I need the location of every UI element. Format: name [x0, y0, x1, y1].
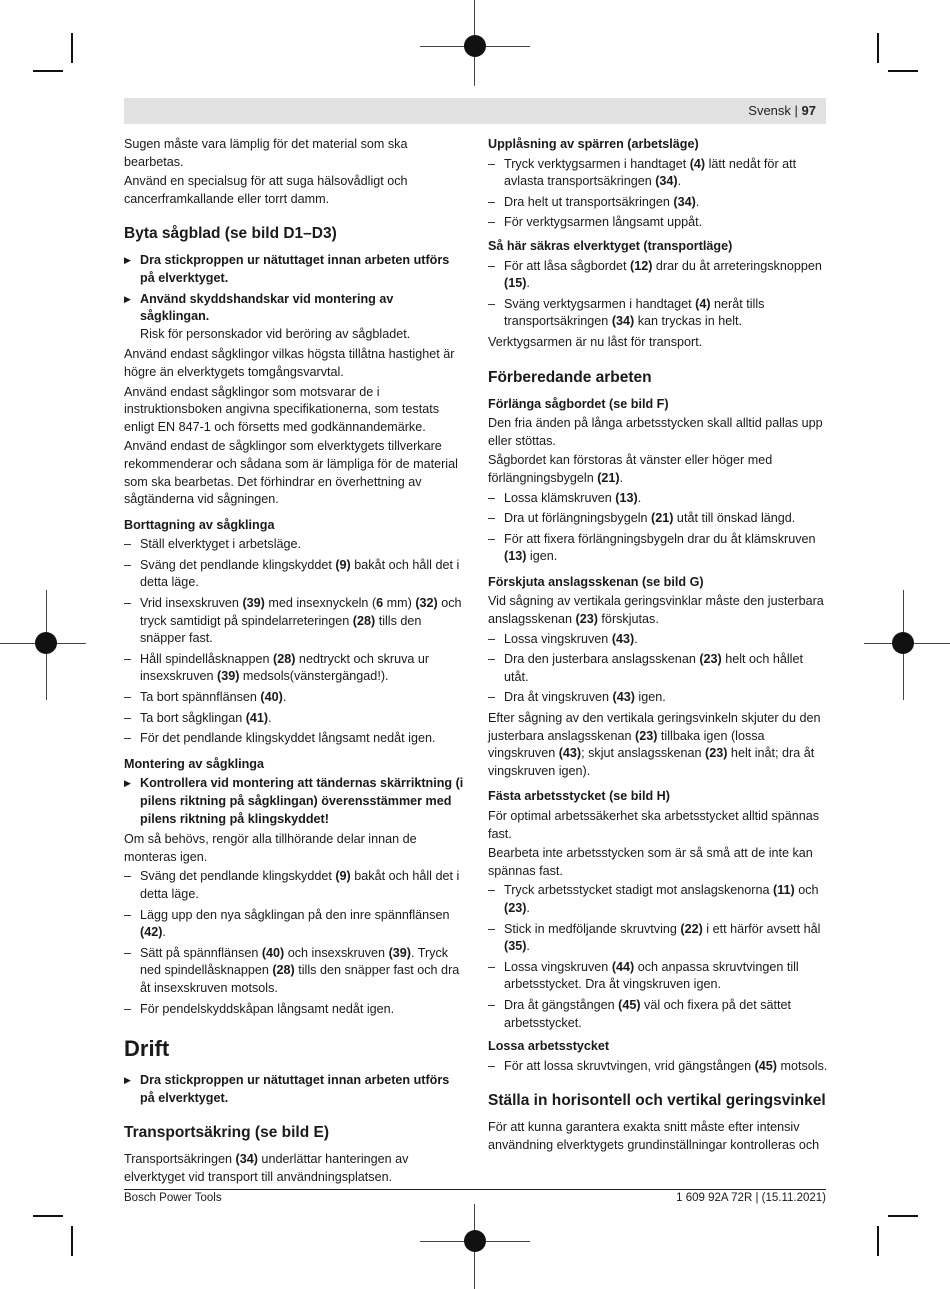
- warning-item: ▶ Dra stickproppen ur nätuttaget innan arbeten utförs på elverktyget.: [124, 1072, 464, 1107]
- list-item: – Dra ut förlängningsbygeln (21) utåt till önskad längd.: [488, 510, 828, 528]
- list-item: – Ta bort sågklingan (41).: [124, 710, 464, 728]
- paragraph: Vid sågning av vertikala geringsvinklar måste den justerbara anslagsskenan (23) förskjutas.: [488, 594, 824, 627]
- list-item: – Lossa vingskruven (43).: [488, 631, 828, 649]
- page-header: [124, 98, 826, 124]
- section-heading-forberedande: Förberedande arbeten: [488, 368, 652, 386]
- page-number: 97: [801, 103, 816, 118]
- footer-doc-number: 1 609 92A 72R | (15.11.2021): [676, 1192, 826, 1204]
- section-heading-drift: Drift: [124, 1036, 170, 1062]
- subheading-borttagning: Borttagning av sågklinga: [124, 517, 275, 532]
- list-item: – Sätt på spännflänsen (40) och insexskruven (39). Tryck ned spindellåsknappen (28) tills den snäpper fast och dra åt insexskruven motsols.: [124, 945, 464, 998]
- list-item: – Vrid insexskruven (39) med insexnyckeln (6 mm) (32) och tryck samtidigt på spindelarreteringen (28) tills den snäpper fast.: [124, 595, 464, 648]
- crop-mark-bl-v: [71, 1226, 73, 1256]
- list-item: – Håll spindellåsknappen (28) nedtryckt och skruva ur insexskruven (39) medsols(vänstergängad!).: [124, 651, 464, 686]
- list-item: – För att fixera förlängningsbygeln drar du åt klämskruven (13) igen.: [488, 531, 828, 566]
- subheading-sakras: Så här säkras elverktyget (transportläge): [488, 238, 733, 253]
- list-item: – Sväng det pendlande klingskyddet (9) bakåt och håll det i detta läge.: [124, 868, 464, 903]
- paragraph: Sågbordet kan förstoras åt vänster eller höger med förlängningsbygeln (21).: [488, 453, 773, 485]
- footer-rule: [124, 1189, 826, 1190]
- list-item: – Stick in medföljande skruvtving (22) i ett härför avsett hål (35).: [488, 921, 828, 956]
- paragraph: Använd endast de sågklingor som elverktygets tillverkare rekommenderar och sådana som är lämpliga för de material som ska bearbetas. Det förhindrar en överhettning av sågtänderna vid sågningen.: [124, 439, 458, 507]
- list-item: – Sväng verktygsarmen i handtaget (4) neråt tills transportsäkringen (34) kan tryckas in helt.: [488, 296, 828, 331]
- paragraph: Transportsäkringen (34) underlättar hanteringen av elverktyget vid transport till användningsplatsen.: [124, 1152, 409, 1184]
- registration-mark-right: [892, 632, 914, 654]
- list-item: – Lägg upp den nya sågklingan på den inre spännflänsen (42).: [124, 907, 464, 942]
- paragraph: För optimal arbetssäkerhet ska arbetsstycket alltid spännas fast.: [488, 809, 820, 841]
- header-label: [748, 103, 816, 118]
- paragraph: Använd endast sågklingor vilkas högsta tillåtna hastighet är högre än elverktygets tomgångsvarvtal.: [124, 347, 455, 379]
- paragraph: Bearbeta inte arbetsstycken som är så små att de inte kan spännas fast.: [488, 846, 813, 878]
- registration-mark-left: [35, 632, 57, 654]
- subheading-lossa: Lossa arbetsstycket: [488, 1039, 610, 1054]
- crop-mark-tl-h: [33, 70, 63, 72]
- crop-mark-br-h: [888, 1215, 918, 1217]
- list-item: – Dra den justerbara anslagsskenan (23) helt och hållet utåt.: [488, 651, 828, 686]
- list-item: – Lossa vingskruven (44) och anpassa skruvtvingen till arbetsstycket. Dra åt vingskruven igen.: [488, 959, 828, 994]
- subheading-montering: Montering av sågklinga: [124, 756, 264, 771]
- section-heading-stalla: Ställa in horisontell och vertikal geringsvinkel: [488, 1092, 826, 1110]
- registration-mark-top: [464, 35, 486, 57]
- left-column: [124, 136, 464, 1189]
- subheading-forlanga: Förlänga sågbordet (se bild F): [488, 396, 669, 411]
- header-separator: |: [790, 103, 802, 118]
- registration-mark-bottom: [464, 1230, 486, 1252]
- list-item: – För pendelskyddskåpan långsamt nedåt igen.: [124, 1001, 464, 1019]
- list-item: – För det pendlande klingskyddet långsamt nedåt igen.: [124, 730, 464, 748]
- paragraph: Sugen måste vara lämplig för det material som ska bearbetas.: [124, 137, 408, 169]
- list-item: – Dra helt ut transportsäkringen (34).: [488, 194, 828, 212]
- list-item: – För att låsa sågbordet (12) drar du åt arreteringsknoppen (15).: [488, 258, 828, 293]
- paragraph: Använd endast sågklingor som motsvarar de i instruktionsboken angivna specifikationerna, som testats enligt EN 847-1 och försetts med godkännandemärke.: [124, 384, 440, 434]
- list-item: – Sväng det pendlande klingskyddet (9) bakåt och håll det i detta läge.: [124, 557, 464, 592]
- warning-item: ▶ Kontrollera vid montering att tändernas skärriktning (i pilens riktning på sågklingan) överensstämmer med pilens riktning på klingskyddet!: [124, 775, 464, 828]
- list-item: – Ta bort spännflänsen (40).: [124, 689, 464, 707]
- subheading-fasta: Fästa arbetsstycket (se bild H): [488, 789, 670, 804]
- list-item: – För verktygsarmen långsamt uppåt.: [488, 214, 828, 232]
- paragraph: Efter sågning av den vertikala geringsvinkeln skjuter du den justerbara anslagsskenan (23) tillbaka igen (lossa vingskruven (43); skjut anslagsskenan (23) helt inåt; dra åt vingskruven igen).: [488, 711, 821, 778]
- list-item: – Lossa klämskruven (13).: [488, 490, 828, 508]
- list-item: – Tryck arbetsstycket stadigt mot anslagskenorna (11) och (23).: [488, 882, 828, 917]
- paragraph: Om så behövs, rengör alla tillhörande delar innan de monteras igen.: [124, 832, 417, 864]
- list-item: – Tryck verktygsarmen i handtaget (4) lätt nedåt för att avlasta transportsäkringen (34).: [488, 156, 828, 191]
- subheading-forskjuta: Förskjuta anslagsskenan (se bild G): [488, 574, 704, 589]
- list-item: – Dra åt gängstången (45) väl och fixera på det sättet arbetsstycket.: [488, 997, 828, 1032]
- paragraph: Verktygsarmen är nu låst för transport.: [488, 334, 703, 349]
- right-column: [488, 136, 828, 1157]
- warning-item: ▶ Använd skyddshandskar vid montering av sågklingan. Risk för personskador vid beröring av sågbladet.: [124, 291, 464, 344]
- footer-brand: Bosch Power Tools: [124, 1192, 222, 1204]
- paragraph: Använd en specialsug för att suga hälsovådligt och cancerframkallande eller torrt damm.: [124, 174, 408, 206]
- list-item: – Ställ elverktyget i arbetsläge.: [124, 536, 464, 554]
- subheading-upplasning: Upplåsning av spärren (arbetsläge): [488, 137, 699, 151]
- section-heading-transportsakring: Transportsäkring (se bild E): [124, 1124, 329, 1142]
- section-heading-byta-sagblad: Byta sågblad (se bild D1–D3): [124, 225, 337, 243]
- crop-mark-tr-v: [877, 33, 879, 63]
- list-item: – Dra åt vingskruven (43) igen.: [488, 689, 828, 707]
- crop-mark-tl-v: [71, 33, 73, 63]
- crop-mark-br-v: [877, 1226, 879, 1256]
- header-language: Svensk: [748, 103, 791, 118]
- paragraph: Den fria änden på långa arbetsstycken skall alltid pallas upp eller stöttas.: [488, 416, 823, 448]
- warning-item: ▶ Dra stickproppen ur nätuttaget innan arbeten utförs på elverktyget.: [124, 252, 464, 287]
- paragraph: För att kunna garantera exakta snitt måste efter intensiv användning elverktygets grundinställningar kontrolleras och: [488, 1120, 820, 1152]
- list-item: – För att lossa skruvtvingen, vrid gängstången (45) motsols.: [488, 1058, 828, 1076]
- crop-mark-tr-h: [888, 70, 918, 72]
- crop-mark-bl-h: [33, 1215, 63, 1217]
